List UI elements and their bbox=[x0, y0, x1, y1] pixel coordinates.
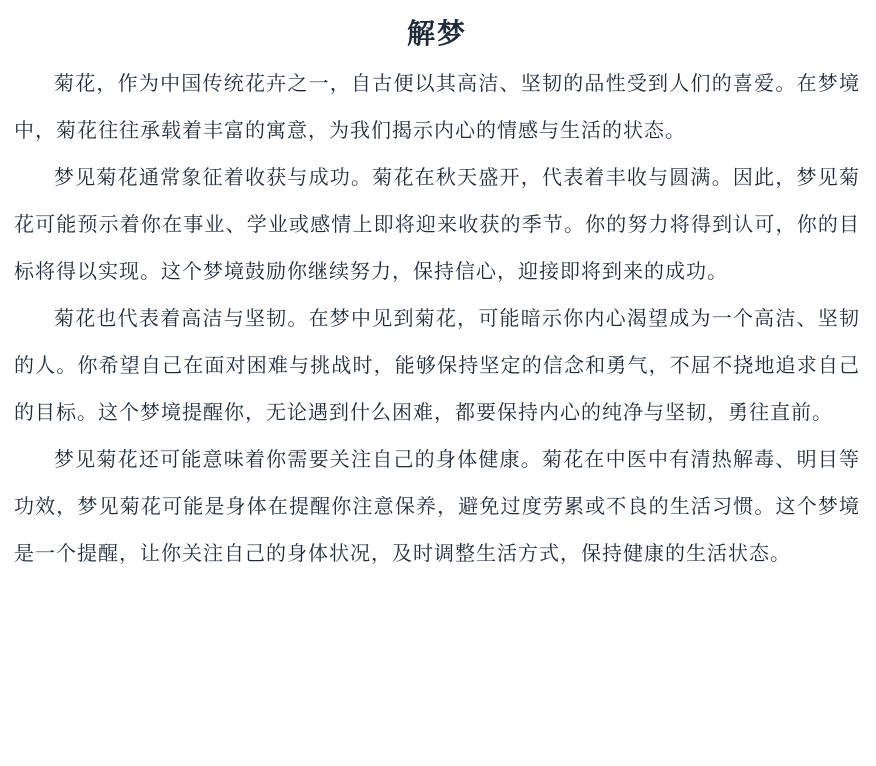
document-page bbox=[14, 12, 860, 577]
page-title: 解梦 bbox=[406, 17, 467, 50]
paragraph-3: 菊花也代表着高洁与坚韧。在梦中见到菊花，可能暗示你内心渴望成为一个高洁、坚韧的人。你希望自己在面对困难与挑战时，能够保持坚定的信念和勇气，不屈不挠地追求自己的目标。这个梦境提醒你，无论遇到什么困难，都要保持内心的纯净与坚韧，勇往直前。 bbox=[14, 306, 860, 424]
paragraph-4: 梦见菊花还可能意味着你需要关注自己的身体健康。菊花在中医中有清热解毒、明目等功效，梦见菊花可能是身体在提醒你注意保养，避免过度劳累或不良的生活习惯。这个梦境是一个提醒，让你关注自己的身体状况，及时调整生活方式，保持健康的生活状态。 bbox=[14, 447, 860, 565]
paragraph-2: 梦见菊花通常象征着收获与成功。菊花在秋天盛开，代表着丰收与圆满。因此，梦见菊花可能预示着你在事业、学业或感情上即将迎来收获的季节。你的努力将得到认可，你的目标将得以实现。这个梦境鼓励你继续努力，保持信心，迎接即将到来的成功。 bbox=[14, 165, 860, 283]
paragraph-1: 菊花，作为中国传统花卉之一，自古便以其高洁、坚韧的品性受到人们的喜爱。在梦境中，菊花往往承载着丰富的寓意，为我们揭示内心的情感与生活的状态。 bbox=[14, 71, 860, 142]
